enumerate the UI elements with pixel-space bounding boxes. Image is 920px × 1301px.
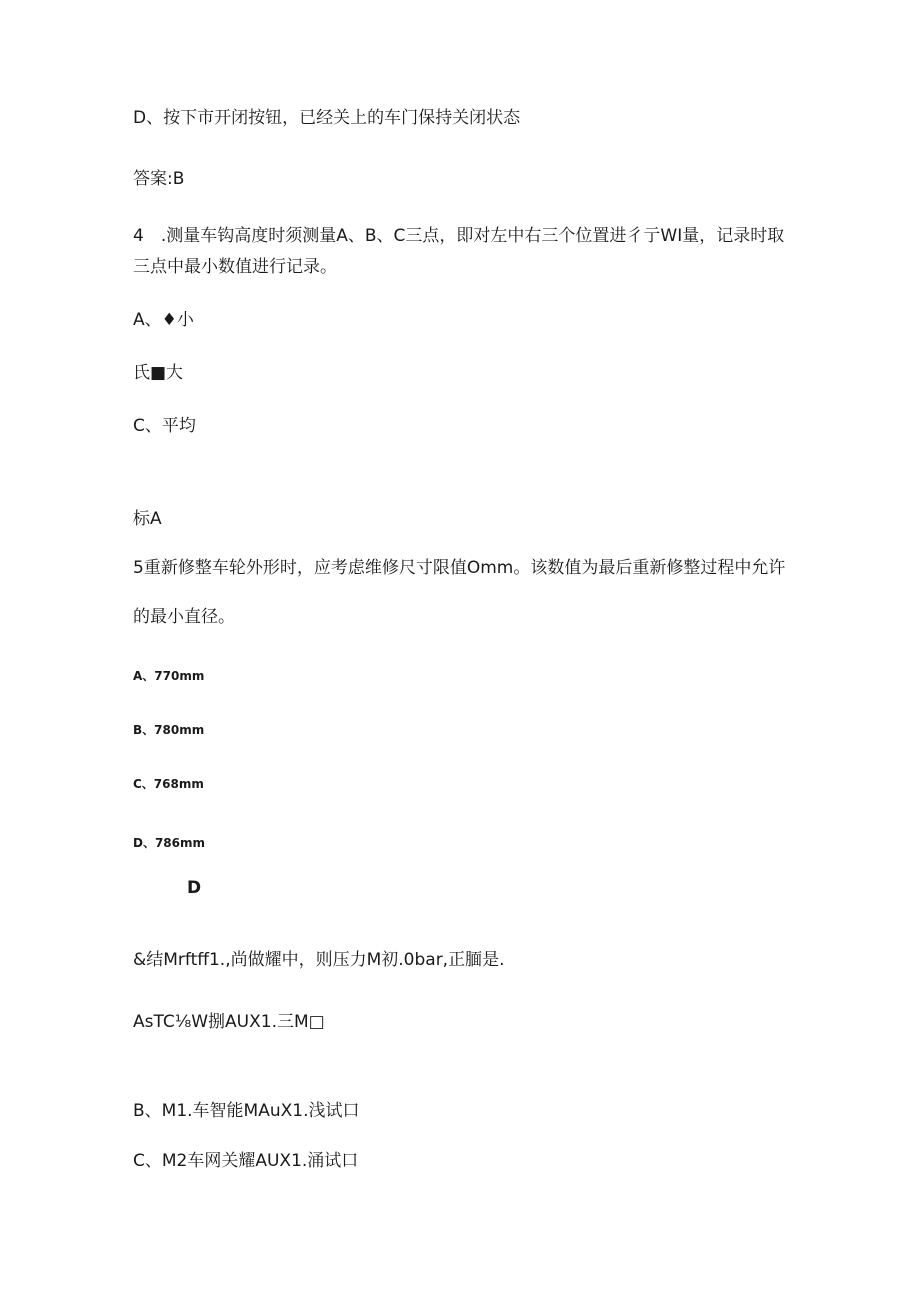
option-a: A、770mm: [133, 669, 205, 683]
option-c: C、M2车网关耀AUX1.涌试口: [133, 1151, 359, 1171]
question-5-text: 5重新修整车轮外形时，应考虑维修尺寸限值Omm。该数值为最后重新修整过程中允许: [133, 558, 786, 578]
option-a: A、♦小: [133, 310, 194, 330]
option-b: 氏■大: [133, 363, 184, 383]
option-d: D、786mm: [133, 836, 206, 850]
question-4-text: 4 .测量车钩高度时须测量A、B、C三点，即对左中右三个位置进彳亍WI量，记录时取: [133, 226, 785, 246]
option-d-text: D、按下市开闭按钮，已经关上的车门保持关闭状态: [133, 108, 521, 128]
question-6-text: &结Mrftff1.,尚做耀中，则压力M初.0bar,正腼是.: [133, 950, 505, 970]
option-a: AsTC⅛W捌AUX1.三M□: [133, 1012, 325, 1032]
option-b: B、780mm: [133, 723, 205, 737]
answer-line: 标A: [133, 509, 162, 529]
option-b: B、M1.车智能MAuX1.浅试口: [133, 1101, 360, 1121]
question-4-continuation: 三点中最小数值进行记录。: [133, 257, 337, 277]
question-5-continuation: 的最小直径。: [133, 607, 235, 627]
option-c: C、平均: [133, 416, 196, 436]
option-c: C、768mm: [133, 777, 204, 791]
answer-line: 答案:B: [133, 169, 185, 189]
answer-marker: D: [187, 878, 202, 898]
